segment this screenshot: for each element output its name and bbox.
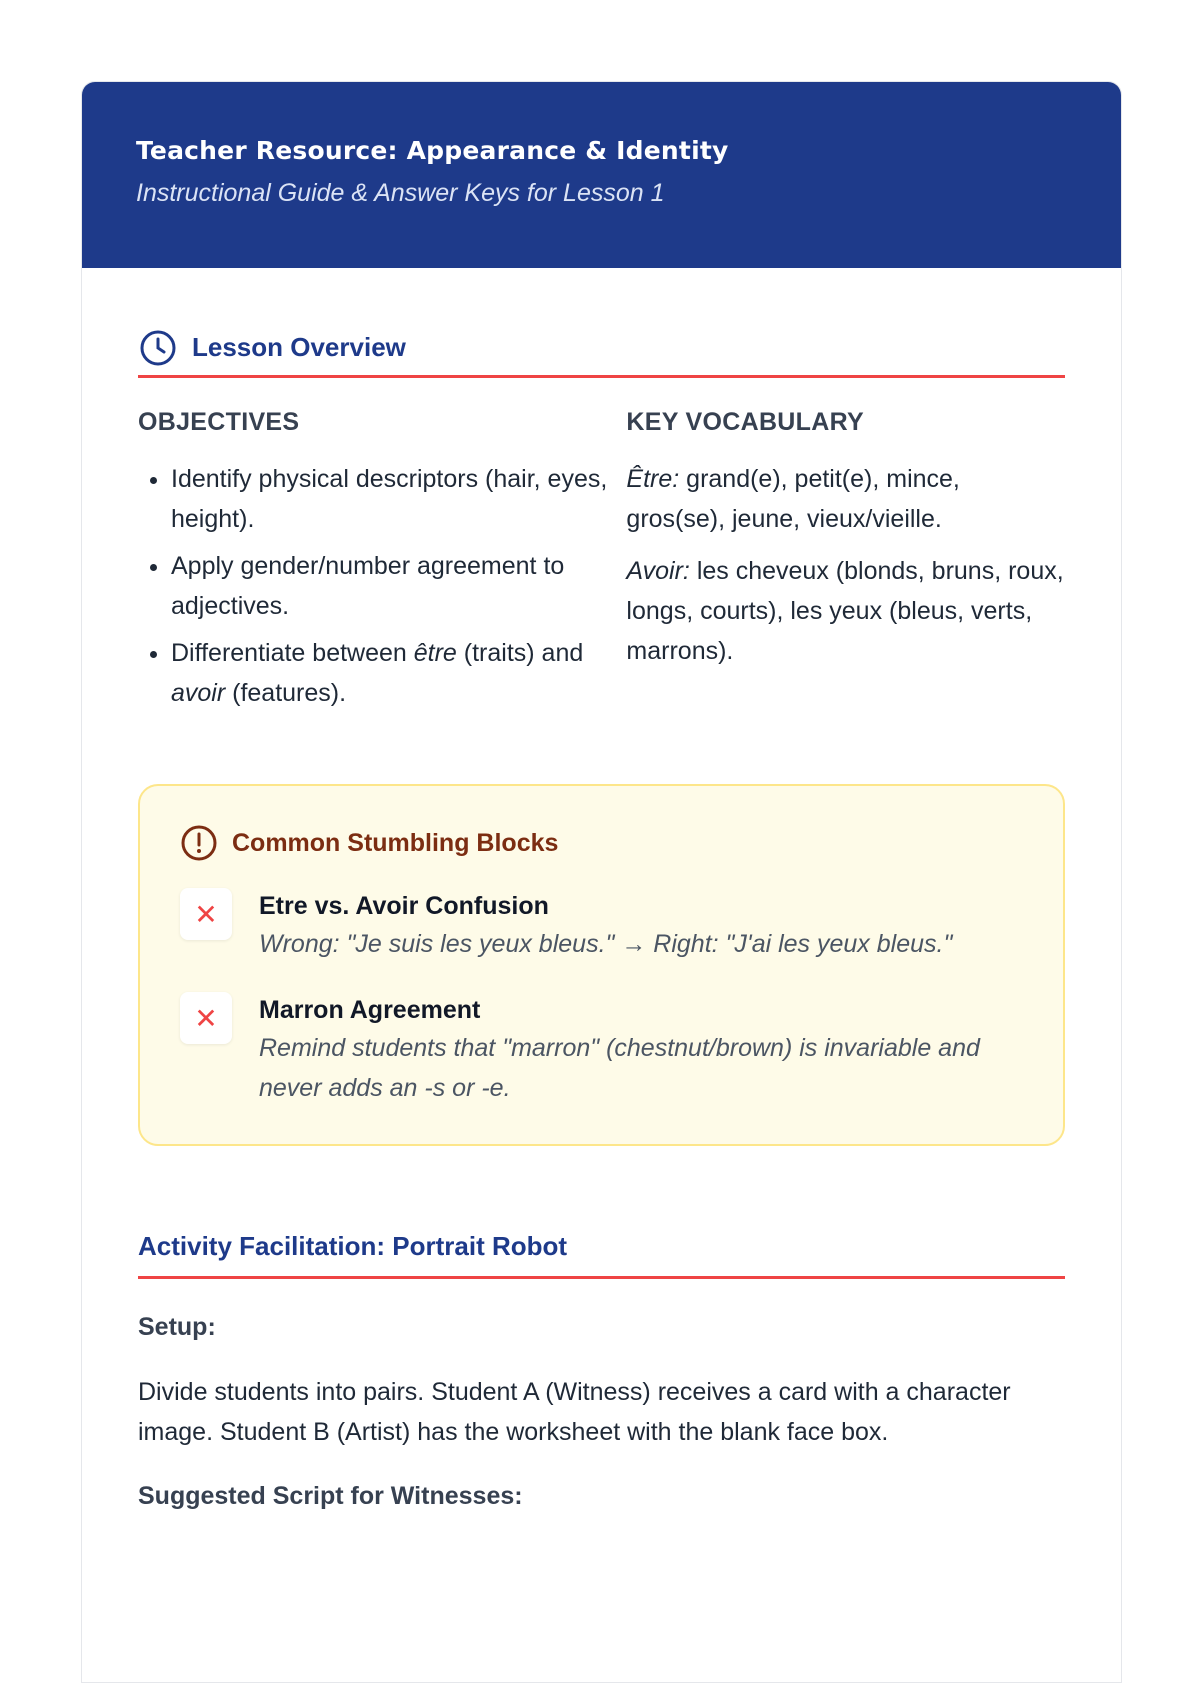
objectives-title: OBJECTIVES (138, 408, 300, 436)
vocabulary-term: Être: (626, 465, 680, 493)
objective-text: (traits) and (456, 639, 584, 667)
stumbling-block-desc: Remind students that "marron" (chestnut/brown) is invariable and never adds an -s or -e. (259, 1034, 980, 1102)
page-title: Teacher Resource: Appearance & Identity (136, 136, 729, 165)
content-body (82, 320, 1121, 1511)
close-icon: ✕ (180, 992, 232, 1044)
lesson-overview-heading (138, 320, 1065, 378)
stumbling-block-title: Etre vs. Avoir Confusion (259, 892, 549, 920)
vocabulary-text: les cheveux (blonds, bruns, roux, longs, courts), les yeux (bleus, verts, marrons). (626, 557, 1064, 665)
stumbling-blocks-label: Common Stumbling Blocks (232, 828, 559, 857)
stumbling-block-content (259, 992, 1023, 1108)
vocabulary-column (626, 408, 1065, 720)
setup-label: Setup: (138, 1313, 216, 1341)
script-label: Suggested Script for Witnesses: (138, 1482, 523, 1510)
stumbling-block-title: Marron Agreement (259, 996, 481, 1024)
vocabulary-title: KEY VOCABULARY (626, 408, 864, 436)
overview-columns (138, 408, 1065, 720)
vocabulary-entry (626, 459, 1065, 539)
objectives-list (138, 459, 626, 713)
resource-card (81, 81, 1122, 1683)
objective-term: être (413, 639, 457, 667)
setup-text: Divide students into pairs. Student A (Witness) receives a card with a character image. Student B (Artist) has the worksheet with the blank face box. (138, 1378, 1011, 1446)
objective-term: avoir (171, 679, 226, 707)
activity-heading-label: Activity Facilitation: Portrait Robot (138, 1230, 568, 1261)
objective-text: (features). (225, 679, 347, 707)
vocabulary-text: grand(e), petit(e), mince, gros(se), jeune, vieux/vieille. (626, 465, 960, 533)
vocabulary-entry (626, 551, 1065, 671)
stumbling-block-item (180, 992, 1023, 1108)
stumbling-blocks-heading (180, 824, 1023, 862)
close-icon: ✕ (180, 888, 232, 940)
stumbling-block-content (259, 888, 952, 964)
lesson-overview-label: Lesson Overview (192, 332, 406, 362)
activity-heading (138, 1222, 1065, 1279)
page-subtitle: Instructional Guide & Answer Keys for Lesson 1 (136, 179, 665, 207)
objective-item (171, 633, 626, 713)
page-header (82, 82, 1121, 268)
alert-circle-icon (180, 824, 218, 862)
stumbling-blocks-panel (138, 784, 1065, 1146)
stumbling-block-item (180, 888, 1023, 964)
objective-item: • Identify physical descriptors (hair, eyes, height). (171, 459, 626, 539)
objectives-column (138, 408, 626, 720)
clock-icon (138, 328, 178, 368)
vocabulary-term: Avoir: (626, 557, 690, 585)
stumbling-block-desc: Wrong: "Je suis les yeux bleus." → Right: "J'ai les yeux bleus." (259, 930, 953, 958)
objective-item: • Apply gender/number agreement to adjectives. (171, 546, 626, 626)
objective-text: Differentiate between (171, 639, 414, 667)
